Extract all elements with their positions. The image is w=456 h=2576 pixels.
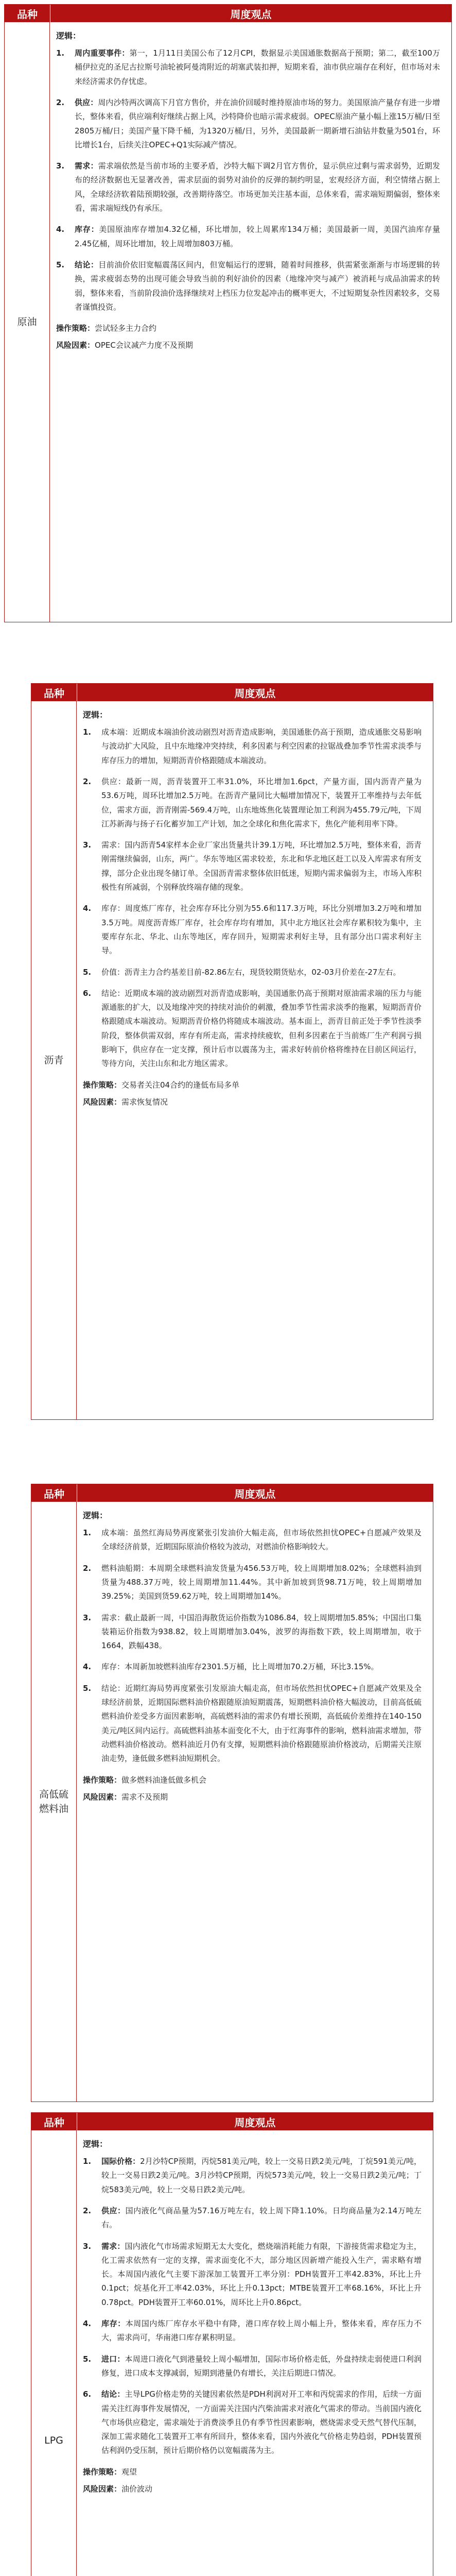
point-heading: 需求：	[75, 161, 98, 171]
point-item	[83, 2387, 422, 2458]
point-heading: 进口：	[101, 2354, 125, 2364]
category-header: 品种	[31, 1484, 77, 1502]
view-cell	[50, 22, 451, 622]
strategy-label: 操作策略：	[56, 324, 95, 333]
point-heading: 库存：	[75, 225, 99, 234]
strategy-text: 尝试轻多主力合约	[95, 324, 157, 333]
point-number: 3.	[56, 161, 65, 171]
point-number: 4.	[83, 1662, 92, 1672]
point-number: 1.	[56, 48, 65, 58]
view-header: 周度观点	[230, 8, 272, 21]
category-header: 品种	[5, 5, 50, 22]
point-heading: 结论：	[75, 260, 99, 269]
point-text: 价值：沥青主力合约基差目前-82.86左右，现货较期货贴水，02-03月价差在-27左右。	[101, 967, 401, 977]
category-cell: LPG	[31, 2130, 77, 2576]
strategy-label: 操作策略：	[83, 1080, 122, 1090]
point-heading: 供应：	[101, 2206, 126, 2215]
logic-title: 逻辑：	[83, 2139, 108, 2149]
point-item	[83, 838, 422, 894]
risk-line	[83, 1095, 422, 1109]
point-number: 5.	[83, 2354, 92, 2364]
view-header: 周度观点	[234, 2116, 276, 2129]
point-text: 需求：国内沥青54家样本企业厂家出货量共计39.1万吨，环比增加2.5万吨，整体来看，沥青刚需继续偏弱，山东，两广。华东等地区需求较差，东北和华北地区赶工以及入库需求有所支撑，部分企业出现冬储订单。全国沥青需求整体依旧低迷，短期内需求偏弱为主，市场入库积极性有所减弱，个别释放终端存储的现象。	[101, 840, 422, 892]
point-item	[56, 46, 440, 89]
point-text: 本周进口液化气到港量较上周小幅增加，国际市场价格走低，外盘持续走弱使进口利润修复，进口成本支撑减弱，短期到港量仍有增长，关注后期进口情况。	[101, 2354, 422, 2378]
point-text: 需求端依然是当前市场的主要矛盾，沙特大幅下调2月官方售价，显示供应过剩与需求弱势，近期发布的经济数据也无显著改善，需求层面的弱势对油价的反弹的制约明显，宏观经济方面，利空情绪占据上风，全球经济软着陆预期较强，改善期待落空。市场更加关注基本面，总体来看，需求端短期偏弱，整体来看，需求端短线仍有承压。	[75, 161, 440, 213]
risk-text: 需求恢复情况	[121, 1097, 168, 1107]
point-number: 1.	[83, 727, 92, 737]
point-text: 本周国内炼厂库存水平稳中有降，港口库存较上周小幅上升，整体来看，库存压力不大，需求尚可，华南港口库存累积明显。	[101, 2319, 422, 2343]
point-number: 2.	[83, 777, 92, 786]
category-cell: 沥青	[31, 701, 77, 1419]
strategy-text: 观望	[121, 2467, 137, 2477]
risk-label: 风险因素：	[83, 1097, 122, 1107]
logic-title: 逻辑：	[56, 31, 81, 41]
point-heading: 周内重要事件：	[75, 48, 130, 58]
point-number: 1.	[83, 1528, 92, 1538]
view-cell	[77, 2130, 433, 2576]
table-header	[31, 684, 433, 701]
point-number: 6.	[83, 988, 92, 998]
point-heading: 需求：	[101, 2241, 125, 2251]
point-item	[83, 1526, 422, 1554]
point-heading: 供应：	[75, 98, 98, 107]
point-item	[83, 965, 422, 979]
point-heading: 国际价格：	[101, 2157, 141, 2166]
point-item	[56, 96, 440, 152]
point-item	[83, 1682, 422, 1766]
point-item	[83, 1611, 422, 1653]
point-item	[56, 258, 440, 314]
point-item	[83, 2155, 422, 2197]
point-text: 成本端：虽然红海局势再度紧张引发油价大幅走高，但市场依然担忧OPEC+自愿减产效果及全球经济前景，近期国际原油价格较为波动，对燃油价格影响较大。	[101, 1528, 422, 1552]
point-text: 库存：周度炼厂库存，社会库存环比分别为55.6和117.3万吨，环比分别增加3.2万吨和增加3.5万吨。周度沥青炼厂库存，社会库存均有增加，其中北方地区社会库存累积较为集中，主要库存东北、华北、山东等地区，库存回升，短期需求利好主导，且有部分出口需求利好主导。	[101, 904, 422, 956]
point-text: 国内液化气商品量为57.16万吨左右，较上周下降1.10%。日均商品量为2.14万吨左右。	[101, 2206, 422, 2230]
risk-line	[83, 2482, 422, 2496]
category-cell: 高低硫燃料油	[31, 1502, 77, 2102]
category-header: 品种	[31, 684, 77, 701]
view-header: 周度观点	[234, 687, 276, 700]
crude-oil-table	[4, 4, 452, 622]
point-number: 1.	[83, 2157, 92, 2166]
point-number: 6.	[83, 2389, 92, 2399]
risk-text: 需求不及预期	[121, 1792, 168, 1802]
strategy-text: 交易者关注04合约的逢低布局多单	[121, 1080, 240, 1090]
point-number: 2.	[56, 98, 65, 107]
point-text: 库存：本周新加坡燃料油库存2301.5万桶，比上周增加70.2万桶，环比3.15%。	[101, 1662, 379, 1672]
fuel-oil-table	[31, 1484, 433, 2102]
strategy-text: 做多燃料油逢低做多机会	[121, 1775, 207, 1785]
category-header: 品种	[31, 2113, 77, 2130]
point-item	[83, 725, 422, 768]
strategy-line	[83, 2465, 422, 2479]
point-number: 4.	[83, 904, 92, 913]
point-number: 4.	[56, 225, 65, 234]
strategy-line	[83, 1773, 422, 1787]
point-item	[83, 2240, 422, 2310]
logic-title: 逻辑：	[83, 710, 108, 720]
point-number: 2.	[83, 2206, 92, 2215]
view-cell	[77, 701, 433, 1419]
risk-line	[56, 338, 440, 352]
point-item	[56, 159, 440, 215]
view-cell	[77, 1502, 433, 2102]
asphalt-table	[31, 683, 433, 1420]
point-text: 周内沙特两次调高下月官方售价，并在油价回暖时维持原油市场的努力。美国原油产量存有进一步增长，整体来看，供应端利好继续占据上风，沙特降价也暗示需求疲弱。OPEC原油产量小幅上涨15万桶/日至2805万桶/日；美国产量下降千桶，为1320万桶/日，另外，美国最新一期新增石油钻井数量为501台，环比增长1台，后续关注OPEC+Q1实际减产情况。	[75, 98, 440, 149]
point-text: 主导LPG价格走势的关键因素依然是PDH利润对开工率和丙烷需求的作用，后续一方面需关注红海事件发展情况，一方面需关注国内汽柴油需求对液化气需求的带动。当前国内液化气市场供应稳定，需求端处于消费淡季且仍有季节性因素影响，燃烧需求受天然气替代压制，深加工需求随化工装置开工率有所回升，整体来看，国内外液化气价格走势趋弱，PDH装置预估利润仍受压制，预计后期价格仍以宽幅震荡为主。	[101, 2389, 422, 2455]
risk-text: 油价波动	[121, 2484, 153, 2494]
point-heading: 结论：	[101, 2389, 125, 2399]
point-text: 结论：近期红海局势再度紧张引发原油大幅走高，但市场依然担忧OPEC+自愿减产效果及全球经济前景，近期国际燃料油价格跟随原油短期震荡，短期燃料油价格大幅波动，目前高低硫燃料油价差受多方面因素影响，高硫燃料油的需求仍有增长预期，高低硫价差维持在140-150美元/吨区间内运行。高硫燃料油基本面变化不大，由于红海事件的影响，燃料油需求增加，带动燃料油价格波动。燃料油近月仍有支撑，短期燃料油价格跟随原油价格波动，后期需关注原油走势，逢低做多燃料油短期机会。	[101, 1683, 422, 1764]
point-number: 2.	[83, 1563, 92, 1573]
view-header: 周度观点	[234, 1487, 276, 1500]
point-text: 2月沙特CP预期，丙烷581美元/吨，较上一交易日跌2美元/吨，丁烷591美元/吨，较上一交易日跌2美元/吨。3月沙特CP预期，丙烷573美元/吨，较上一交易日跌2美元/吨；丁烷583美元/吨，较上一交易日跌2美元/吨。	[101, 2157, 422, 2194]
point-number: 5.	[83, 1683, 92, 1693]
point-item	[83, 775, 422, 831]
risk-label: 风险因素：	[56, 341, 95, 350]
lpg-table	[31, 2112, 433, 2576]
strategy-label: 操作策略：	[83, 1775, 122, 1785]
risk-line	[83, 1790, 422, 1804]
point-item	[56, 223, 440, 251]
point-text: 结论：近期成本端的波动剧烈对沥青造成影响，美国通胀仍高于预期对原油需求端的压力与能源通胀的扩大，以及地缘冲突的持续对油价的刺激，叠加季节性需求淡季的拖累，短期沥青价格跟随成本端波动。短期沥青价格仍将随成本端波动。基本面上，沥青目前正处于季节性淡季阶段，整体供需双弱，库存有所走高，需求持续疲软，但利多因素在于当前炼厂生产利润亏损影响下，供应存在一定支撑，预计后市以震荡为主，需求好转前价格将维持在目前区间运行，等待方向，关注山东和北方地区需求。	[101, 988, 422, 1069]
point-item	[83, 2352, 422, 2381]
point-number: 3.	[83, 840, 92, 850]
point-item	[83, 2204, 422, 2232]
point-text: 第一，1月11日美国公布了12月CPI，数据显示美国通胀数据高于预期；第二，截至100万桶伊拉克的圣尼古拉斯号油轮被阿曼湾附近的胡塞武装扣押，短期来看，油市供应端存在利好，但市场对未来经济需求仍存忧虑。	[75, 48, 440, 86]
strategy-label: 操作策略：	[83, 2467, 122, 2477]
category-cell: 原油	[5, 22, 50, 622]
point-item	[83, 1562, 422, 1604]
risk-text: OPEC会议减产力度不及预期	[95, 341, 193, 350]
point-text: 成本端：近期成本端油价波动剧烈对沥青造成影响，美国通胀仍高于预期，造成通胀交易影响与波动扩大风险，且中东地缘冲突持续，利多因素与利空因素的拉锯战叠加季节性需求淡季与库存压力的增加，短期沥青价格跟随成本端波动。	[101, 727, 422, 765]
point-number: 4.	[83, 2319, 92, 2329]
point-text: 供应：最新一周，沥青装置开工率31.0%，环比增加1.6pct，产量方面，国内沥青产量为53.6万吨，周环比增加2.5万吨。在沥青产量同比大幅增加情况下，装置开工率维持与去年低位，需求方面，沥青刚需-569.4万吨，山东地炼焦化装置理论加工利润为455.79元/吨，下周江苏新海与扬子石化蓄岁加工产计划，加之全球化和焦化需求下，焦化产能利用率下降。	[101, 777, 422, 828]
strategy-line	[83, 1078, 422, 1092]
table-header	[31, 2113, 433, 2130]
point-item	[83, 2317, 422, 2345]
point-text: 目前油价依旧宽幅震荡区间内，但宽幅运行的逻辑，随着时间推移，供需紧张渐渐与市场逻辑的转换，需求疲弱态势的出现可能会导致当前的利好油价的因素（地缘冲突与减产）被消耗与成品油需求的转弱，整体来看，当前阶段油价选择继续对上档压力位发起冲击的概率更大，不过短期复杂性因素较多，交易者谨慎投资。	[75, 260, 440, 312]
point-item	[83, 902, 422, 958]
point-text: 国内液化气市场需求短期无太大变化，燃烧端消耗能力有限，下游接货需求稳定为主，化工需求依然有一定的支撑，需求面变化不大，部分地区因新增产能投入生产，需求略有增长。本周国内液化气主要下游深加工装置开工率分别：PDH装置开工率42.83%，环比上升0.1pct；烷基化开工率42.03%，环比上升0.13pct；MTBE装置开工率68.16%，环比上升0.78pct。PDH装置开工率60.01%，周环比上升0.86pct。	[101, 2241, 422, 2307]
strategy-line	[56, 321, 440, 335]
point-text: 美国原油库存增加4.32亿桶，环比增加，较上周累库134万桶；美国最新一周，美国汽油库存量2.45亿桶，周环比增加，较上周增加803万桶。	[75, 225, 440, 248]
point-number: 5.	[56, 260, 65, 269]
point-item	[83, 987, 422, 1071]
point-number: 3.	[83, 2241, 92, 2251]
point-number: 3.	[83, 1613, 92, 1622]
point-text: 需求：截止最新一周，中国沿海散货运价指数为1086.84，较上周期增加5.85%；中国出口集装箱运价指数为938.82，较上周期增加3.04%，波罗的海指数下跌，较上周期增加，收于1664，跌幅438。	[101, 1613, 422, 1651]
risk-label: 风险因素：	[83, 1792, 122, 1802]
table-header	[31, 1484, 433, 1502]
point-text: 燃料油船期：本周期全球燃料油发货量为456.53万吨，较上周期增加8.02%；全球燃料油到货量为488.37万吨，较上周期增加11.44%。其中新加坡到货98.71万吨，较上周期增加39.25%；美国到货59.62万吨，较上周期增加14%。	[101, 1563, 422, 1601]
point-item	[83, 1660, 422, 1674]
point-number: 5.	[83, 967, 92, 977]
risk-label: 风险因素：	[83, 2484, 122, 2494]
logic-title: 逻辑：	[83, 1511, 108, 1520]
point-heading: 库存：	[101, 2319, 126, 2329]
table-header	[5, 5, 451, 22]
